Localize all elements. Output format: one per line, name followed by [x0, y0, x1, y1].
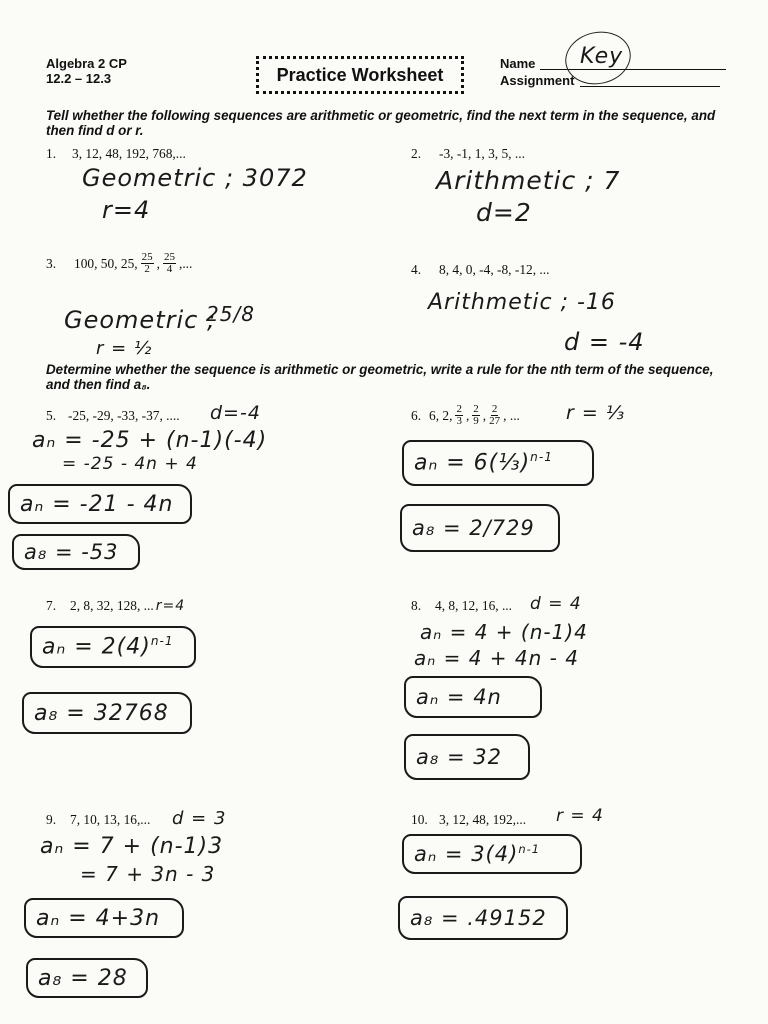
problem-10: [411, 812, 526, 828]
denominator: 2: [144, 263, 150, 275]
rule-7-exponent: n-1: [150, 634, 174, 649]
rule-7-base: aₙ = 2(4): [42, 634, 151, 660]
worksheet-title-text: Practice Worksheet: [276, 64, 444, 85]
problem-number: 7.: [46, 598, 57, 613]
assignment-label: Assignment: [500, 73, 575, 88]
a8-8: a₈ = 32: [416, 745, 502, 769]
note-10: r = 4: [556, 806, 604, 826]
problem-2: [411, 146, 525, 162]
answer-key-label: Key: [580, 44, 624, 69]
answer-3-type: Geometric ;: [64, 306, 217, 334]
work-9-line2: = 7 + 3n - 3: [80, 862, 216, 886]
note-7: r=4: [155, 598, 186, 614]
work-5-line1: aₙ = -25 + (n-1)(-4): [32, 428, 268, 453]
rule-5-box: [8, 484, 192, 524]
fraction: [489, 404, 500, 427]
numerator: 2: [473, 403, 479, 415]
note-9: d = 3: [172, 808, 227, 829]
problem-number: 2.: [411, 146, 422, 161]
problem-number: 5.: [46, 408, 57, 423]
problem-number: 3.: [46, 255, 57, 271]
section-range: 12.2 – 12.3: [46, 71, 112, 86]
sequence: 7, 10, 13, 16,...: [70, 812, 151, 827]
a8-8-box: [404, 734, 530, 780]
sequence: 3, 12, 48, 192,...: [439, 812, 527, 827]
numerator: 25: [141, 251, 153, 263]
fraction: [141, 252, 154, 275]
sequence: 3, 12, 48, 192, 768,...: [72, 146, 186, 161]
sequence: 6, 2,: [429, 407, 453, 423]
part2-instructions: Determine whether the sequence is arithmetic or geometric, write a rule for the nth term of the sequence, and then find a₈.: [46, 362, 714, 392]
a8-9-box: [26, 958, 148, 998]
a8-5: a₈ = -53: [24, 540, 119, 564]
answer-2-diff: d=2: [476, 198, 532, 227]
rule-6-exponent: n-1: [530, 450, 553, 465]
numerator: 2: [456, 403, 462, 415]
sequence: 100, 50, 25,: [74, 255, 138, 271]
work-8-line1: aₙ = 4 + (n-1)4: [420, 620, 588, 644]
problem-1: [46, 146, 186, 162]
problem-5: [46, 408, 180, 424]
problem-6: 6. 6, 2, $\frac{2}{3}$ , $\frac{2}{9}$ , $\frac{2}{27}$ , ...: [411, 403, 520, 427]
name-label: Name: [500, 56, 536, 71]
rule-10: [414, 842, 540, 866]
sequence: 8, 4, 0, -4, -8, -12, ...: [439, 262, 550, 277]
rule-5: aₙ = -21 - 4n: [20, 491, 174, 517]
sequence-suffix: , ...: [503, 407, 520, 423]
rule-6: [414, 450, 553, 475]
note-5: d=-4: [210, 402, 261, 424]
numerator: 2: [491, 403, 498, 415]
a8-10-box: [398, 896, 568, 940]
fraction: [472, 404, 480, 427]
course-name: Algebra 2 CP: [46, 56, 127, 71]
a8-5-box: [12, 534, 140, 570]
problem-number: 4.: [411, 262, 422, 277]
rule-10-exponent: n-1: [518, 842, 541, 856]
rule-10-base: aₙ = 3(4): [414, 842, 519, 866]
sequence: -25, -29, -33, -37, ....: [68, 408, 180, 423]
problem-4: [411, 262, 549, 278]
a8-6-box: [400, 504, 560, 552]
rule-7: [42, 634, 174, 659]
problem-3: 3. 100, 50, 25, $\frac{25}{2}$ , $\frac{25}{4}$ ,...: [46, 251, 193, 275]
rule-8-box: [404, 676, 542, 718]
answer-4-diff: d = -4: [564, 328, 645, 356]
problem-8: [411, 598, 512, 614]
answer-2-type: Arithmetic ; 7: [436, 166, 621, 195]
rule-7-box: [30, 626, 196, 668]
a8-9: a₈ = 28: [38, 965, 128, 991]
work-9-line1: aₙ = 7 + (n-1)3: [40, 834, 224, 859]
assignment-underline: [580, 86, 720, 87]
answer-1-ratio: r=4: [102, 196, 151, 224]
sequence: 4, 8, 12, 16, ...: [435, 598, 512, 613]
problem-number: 9.: [46, 812, 57, 827]
a8-7-box: [22, 692, 192, 734]
problem-number: 10.: [411, 812, 428, 827]
problem-7: [46, 598, 185, 614]
rule-6-box: [402, 440, 594, 486]
sequence: -3, -1, 1, 3, 5, ...: [439, 146, 525, 161]
note-8: d = 4: [530, 594, 582, 614]
denominator: 3: [456, 415, 462, 427]
sequence: 2, 8, 32, 128, ...: [70, 598, 154, 613]
answer-1-type: Geometric ; 3072: [82, 164, 308, 192]
a8-10: a₈ = .49152: [410, 906, 547, 930]
a8-7: a₈ = 32768: [34, 700, 169, 726]
numerator: 25: [163, 251, 175, 263]
problem-number: 1.: [46, 146, 57, 161]
rule-6-base: aₙ = 6(⅓): [414, 450, 531, 476]
answer-3-ratio: r = ½: [96, 338, 153, 359]
work-8-line2: aₙ = 4 + 4n - 4: [414, 646, 579, 670]
answer-3-next: 25/8: [206, 302, 255, 326]
part1-instructions: Tell whether the following sequences are arithmetic or geometric, find the next term in the sequence, and then find d or r.: [46, 108, 716, 138]
fraction: [163, 252, 176, 275]
denominator: 27: [489, 415, 501, 427]
denominator: 9: [473, 415, 479, 427]
rule-10-box: [402, 834, 582, 874]
work-5-line2: = -25 - 4n + 4: [62, 454, 198, 474]
note-6: r = ⅓: [566, 402, 626, 424]
rule-9-box: [24, 898, 184, 938]
answer-4-type: Arithmetic ; -16: [428, 290, 616, 315]
a8-6: a₈ = 2/729: [412, 516, 535, 540]
problem-9: [46, 812, 150, 828]
sequence-suffix: ,...: [178, 255, 193, 271]
worksheet-title: [256, 56, 464, 94]
rule-8: aₙ = 4n: [416, 685, 502, 709]
denominator: 4: [166, 263, 173, 275]
problem-number: 8.: [411, 598, 422, 613]
fraction: [455, 404, 463, 427]
problem-number: 6.: [411, 407, 422, 423]
rule-9: aₙ = 4+3n: [36, 905, 161, 931]
